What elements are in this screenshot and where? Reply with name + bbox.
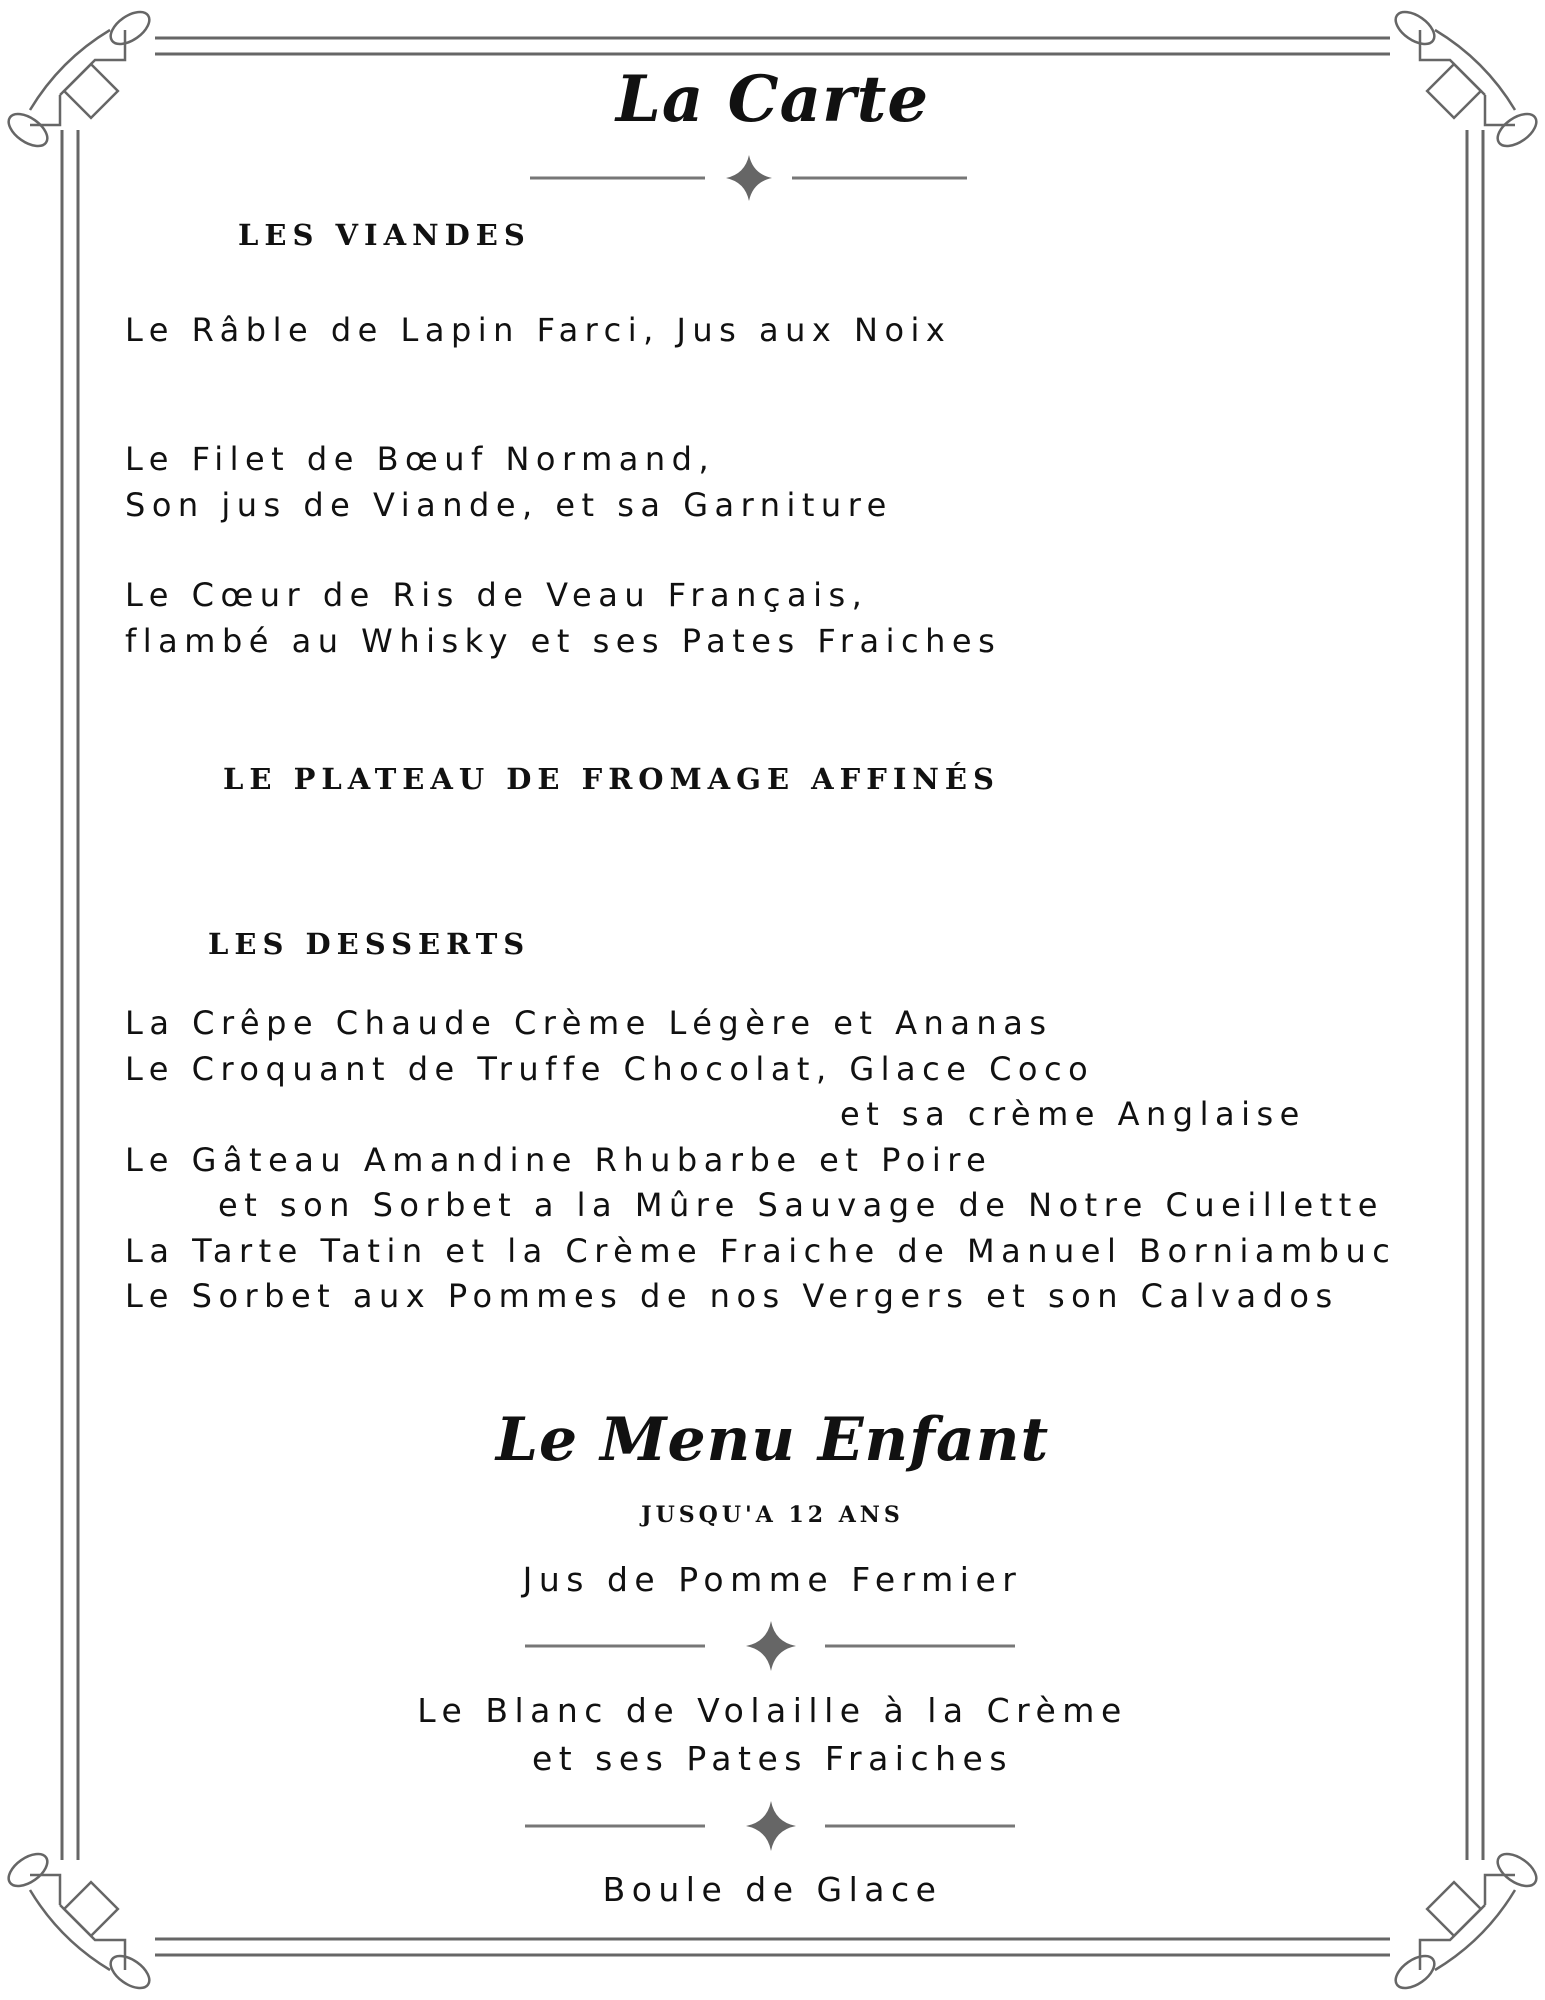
kids-menu-drink: Jus de Pomme Fermier [522, 1560, 1023, 1599]
kids-menu-title: Le Menu Enfant [495, 1405, 1050, 1475]
menu-item: La Crêpe Chaude Crème Légère et Ananas [125, 1004, 1053, 1042]
menu-item: flambé au Whisky et ses Pates Fraiches [125, 622, 1002, 660]
section-heading-fromage: LE PLATEAU DE FROMAGE AFFINÉS [223, 762, 1000, 796]
kids-menu-dessert: Boule de Glace [602, 1870, 943, 1909]
menu-item: et son Sorbet a la Mûre Sauvage de Notre Cueillette [218, 1186, 1384, 1224]
kids-menu-subtitle: JUSQU'A 12 ANS [641, 1502, 904, 1528]
section-heading-viandes: LES VIANDES [238, 218, 531, 252]
kids-menu-main: Le Blanc de Volaille à la Crème [417, 1691, 1128, 1730]
menu-item: et sa crème Anglaise [840, 1095, 1306, 1133]
kids-menu-main-line2: et ses Pates Fraiches [531, 1739, 1014, 1778]
menu-item: Le Filet de Bœuf Normand, [125, 440, 716, 478]
kids-divider-2 [525, 1801, 1015, 1851]
menu-item: Le Croquant de Truffe Chocolat, Glace Coco [125, 1050, 1095, 1088]
title-divider [530, 155, 967, 201]
page-title: La Carte [615, 62, 930, 137]
menu-item: Le Râble de Lapin Farci, Jus aux Noix [125, 311, 952, 349]
menu-item: Le Sorbet aux Pommes de nos Vergers et son Calvados [125, 1277, 1339, 1315]
menu-item: Le Gâteau Amandine Rhubarbe et Poire [125, 1141, 993, 1179]
kids-divider-1 [525, 1621, 1015, 1671]
section-heading-desserts: LES DESSERTS [208, 927, 531, 961]
menu-item: Le Cœur de Ris de Veau Français, [125, 576, 869, 614]
menu-item: Son jus de Viande, et sa Garniture [125, 486, 893, 524]
menu-item: La Tarte Tatin et la Crème Fraiche de Manuel Borniambuc [125, 1232, 1397, 1270]
